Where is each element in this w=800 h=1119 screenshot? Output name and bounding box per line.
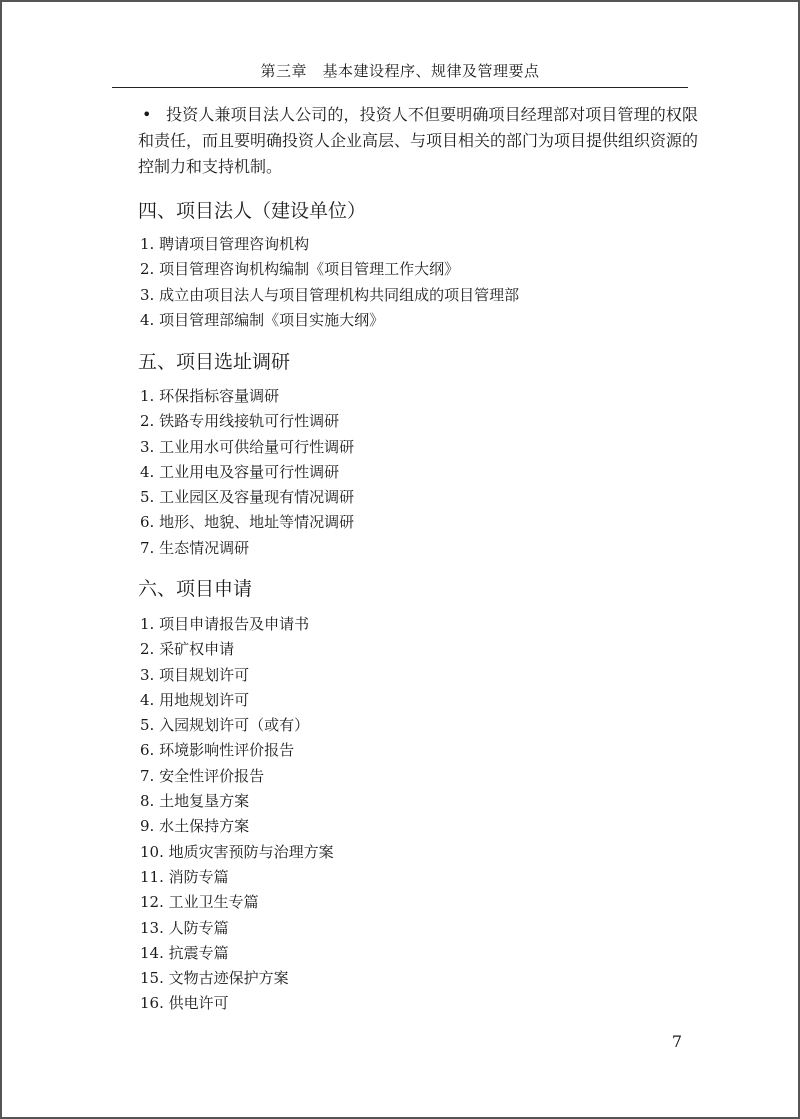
list-item: 14. 抗震专篇 — [140, 943, 229, 962]
section-heading-site-survey: 五、项目选址调研 — [138, 351, 291, 373]
section-heading-project-application: 六、项目申请 — [138, 578, 253, 600]
page-content — [138, 102, 699, 1013]
list-item: 5. 工业园区及容量现有情况调研 — [140, 488, 355, 507]
section-list-project-application — [140, 612, 334, 1017]
list-item: 10. 地质灾害预防与治理方案 — [140, 842, 334, 861]
list-item: 3. 工业用水可供给量可行性调研 — [140, 437, 355, 456]
list-item: 9. 水土保持方案 — [140, 817, 250, 836]
page-number: 7 — [671, 1032, 682, 1051]
list-item: 7. 安全性评价报告 — [140, 766, 265, 785]
section-list-site-survey — [140, 384, 354, 561]
list-item: 11. 消防专篇 — [140, 867, 229, 886]
list-item: 8. 土地复垦方案 — [140, 792, 250, 811]
list-item: 3. 项目规划许可 — [140, 665, 250, 684]
running-header: 第三章 基本建设程序、规律及管理要点 — [112, 60, 688, 88]
list-item: 1. 项目申请报告及申请书 — [140, 615, 310, 633]
list-item: 2. 项目管理咨询机构编制《项目管理工作大纲》 — [140, 260, 460, 279]
list-item: 3. 成立由项目法人与项目管理机构共同组成的项目管理部 — [140, 285, 520, 304]
list-item: 7. 生态情况调研 — [140, 538, 250, 557]
list-item: 5. 入园规划许可（或有） — [140, 716, 310, 735]
list-item: 4. 工业用电及容量可行性调研 — [140, 462, 340, 481]
intro-text: 投资人兼项目法人公司的，投资人不但要明确项目经理部对项目管理的权限和责任，而且要明确投资人企业高层、与项目相关的部门为项目提供组织资源的控制力和支持机制。 — [138, 105, 699, 176]
list-item: 2. 铁路专用线接轨可行性调研 — [140, 412, 340, 431]
list-item: 6. 环境影响性评价报告 — [140, 741, 295, 760]
list-item: 1. 聘请项目管理咨询机构 — [140, 235, 310, 253]
intro-paragraph — [138, 102, 698, 180]
list-item: 1. 环保指标容量调研 — [140, 387, 280, 405]
list-item: 15. 文物古迹保护方案 — [140, 969, 289, 988]
list-item: 12. 工业卫生专篇 — [140, 893, 259, 912]
list-item: 4. 用地规划许可 — [140, 690, 250, 709]
list-item: 4. 项目管理部编制《项目实施大纲》 — [140, 310, 385, 329]
section-list-project-legal-person — [140, 232, 519, 333]
section-heading-project-legal-person: 四、项目法人（建设单位） — [138, 200, 367, 222]
list-item: 13. 人防专篇 — [140, 918, 229, 937]
list-item: 2. 采矿权申请 — [140, 640, 235, 659]
bullet-icon: • — [142, 105, 152, 124]
list-item: 6. 地形、地貌、地址等情况调研 — [140, 513, 355, 532]
list-item: 16. 供电许可 — [140, 994, 229, 1013]
